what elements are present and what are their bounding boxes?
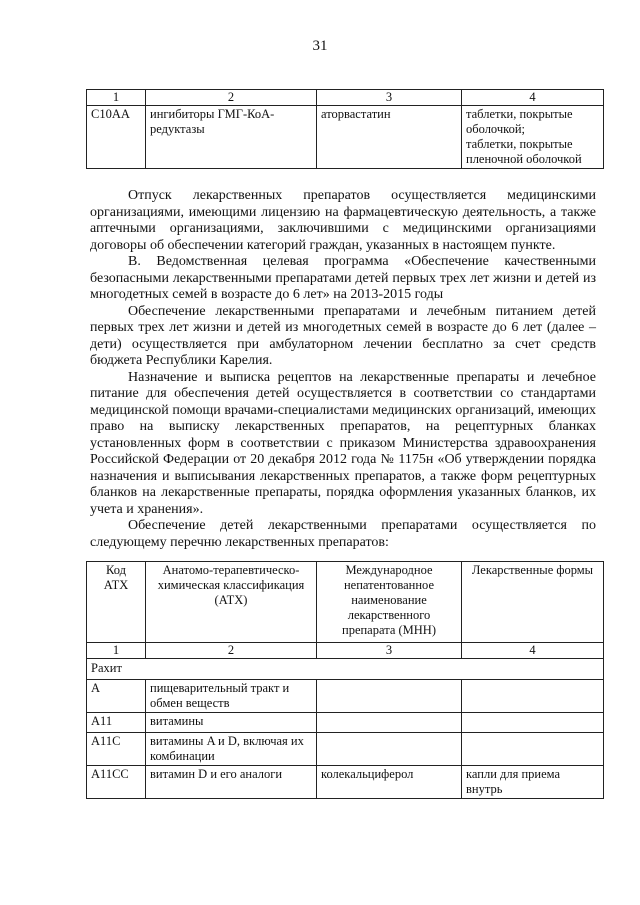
column-number: 2 <box>146 643 317 659</box>
column-number: 1 <box>87 643 146 659</box>
header-inn: Международное непатентованное наименование лекарственного препарата (МНН) <box>317 562 462 643</box>
column-number: 3 <box>317 90 462 106</box>
header-dosage-forms: Лекарственные формы <box>462 562 604 643</box>
header-classification: Анатомо-терапевтическо-химическая классификация (АТХ) <box>146 562 317 643</box>
column-number-row <box>87 643 604 659</box>
atc-code-cell: A11C <box>87 733 146 766</box>
group-label: Рахит <box>87 659 604 680</box>
column-number: 4 <box>462 643 604 659</box>
inn-cell: колекальциферол <box>317 766 462 799</box>
dosage-form-line: таблетки, покрытые пленочной оболочкой <box>466 137 582 166</box>
table-row <box>87 766 604 799</box>
dosage-form-cell <box>462 106 604 169</box>
group-row <box>87 659 604 680</box>
atc-code-cell: A11CC <box>87 766 146 799</box>
atc-code-cell: A11 <box>87 713 146 733</box>
dosage-form-cell: капли для приема внутрь <box>462 766 604 799</box>
paragraph-program-title: В. Ведомственная целевая программа «Обеспечение качественными безопасными лекарственными препаратами детей первых трех лет жизни и детей из многодетных семей в возрасте до 6 лет» на 2013-2015 годы <box>90 254 596 302</box>
column-number: 4 <box>462 90 604 106</box>
table-row <box>87 733 604 766</box>
table-row <box>87 106 604 169</box>
inn-cell <box>317 713 462 733</box>
dosage-form-cell <box>462 680 604 713</box>
atc-code-cell: C10AA <box>87 106 146 169</box>
inn-cell <box>317 680 462 713</box>
column-number-row <box>87 90 604 106</box>
header-atc-code: Код АТХ <box>87 562 146 643</box>
drug-list-table <box>86 561 604 799</box>
table-row <box>87 713 604 733</box>
paragraph-provision: Обеспечение лекарственными препаратами и лечебным питанием детей первых трех лет жизни и детей из многодетных семей в возрасте до 6 лет (далее – дети) осуществляется при амбулаторном лечении бесплатно за счет средств бюджета Республики Карелия. <box>90 303 596 368</box>
dosage-form-cell <box>462 733 604 766</box>
dosage-form-cell <box>462 713 604 733</box>
table-row <box>87 680 604 713</box>
column-number: 1 <box>87 90 146 106</box>
column-number: 2 <box>146 90 317 106</box>
classification-cell: ингибиторы ГМГ-КоА-редуктазы <box>146 106 317 169</box>
dosage-form-line: таблетки, покрытые оболочкой; <box>466 107 573 136</box>
atc-code-cell: A <box>87 680 146 713</box>
column-number: 3 <box>317 643 462 659</box>
paragraph-list-intro: Обеспечение детей лекарственными препаратами осуществляется по следующему перечню лекарственных препаратов: <box>90 518 596 550</box>
classification-cell: витамин D и его аналоги <box>146 766 317 799</box>
paragraph-prescription: Назначение и выписка рецептов на лекарственные препараты и лечебное питание для обеспечения детей осуществляется в соответствии со стандартами медицинской помощи врачами-специалистами медицинских организаций, имеющих право на выписку лекарственных препаратов, на рецептурных бланках установленных форм в соответствии с приказом Министерства здравоохранения Российской Федерации от 20 декабря 2012 года № 1175н «Об утверждении порядка назначения и выписывания лекарственных препаратов, а также форм рецептурных бланков на лекарственные препараты, порядка оформления указанных бланков, их учета и хранения». <box>90 369 596 517</box>
table-header-row <box>87 562 604 643</box>
classification-cell: витамины A и D, включая их комбинации <box>146 733 317 766</box>
drug-table-continued <box>86 89 604 169</box>
inn-cell <box>317 733 462 766</box>
body-text <box>90 188 596 551</box>
paragraph-dispensing: Отпуск лекарственных препаратов осуществляется медицинскими организациями, имеющими лицензию на фармацевтическую деятельность, а также аптечными организациями, заключившими с медицинскими организациями договоры об обеспечении категорий граждан, указанных в настоящем пункте. <box>90 188 596 253</box>
classification-cell: пищеварительный тракт и обмен веществ <box>146 680 317 713</box>
classification-cell: витамины <box>146 713 317 733</box>
inn-cell: аторвастатин <box>317 106 462 169</box>
page-number: 31 <box>312 38 328 54</box>
